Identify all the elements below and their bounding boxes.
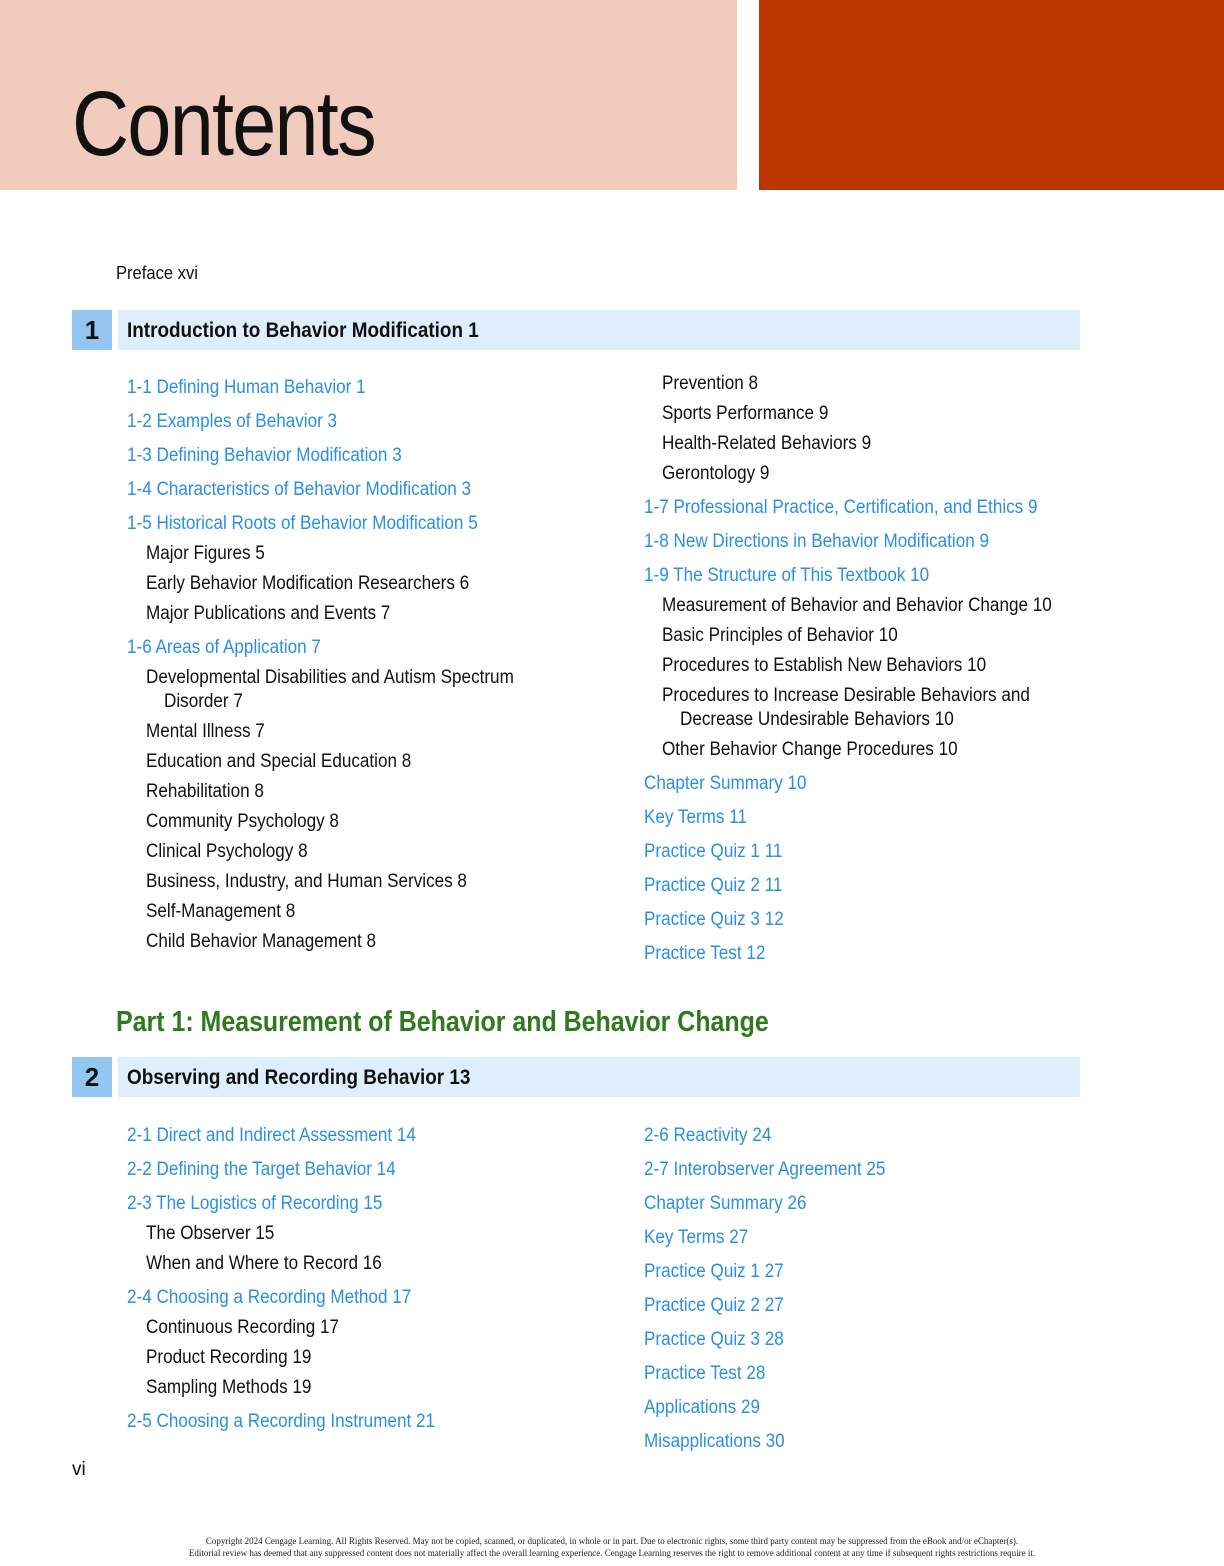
toc-subsection[interactable]: Product Recording 19 xyxy=(146,1347,312,1368)
chapter-1-title[interactable]: Introduction to Behavior Modification 1 xyxy=(127,319,479,342)
toc-section-link[interactable]: 2-4 Choosing a Recording Method 17 xyxy=(127,1287,412,1308)
preface-entry[interactable]: Preface xvi xyxy=(116,263,198,283)
toc-section-link[interactable]: 2-1 Direct and Indirect Assessment 14 xyxy=(127,1125,416,1146)
toc-section-link[interactable]: 1-5 Historical Roots of Behavior Modification 5 xyxy=(127,513,478,534)
toc-section-link[interactable]: Practice Quiz 1 11 xyxy=(644,841,783,862)
toc-section-link[interactable]: 1-8 New Directions in Behavior Modification 9 xyxy=(644,531,990,552)
chapter-2-number: 2 xyxy=(72,1057,112,1097)
toc-subsection[interactable]: Early Behavior Modification Researchers 6 xyxy=(146,573,470,594)
page-title: Contents xyxy=(72,73,375,175)
toc-subsection[interactable]: Continuous Recording 17 xyxy=(146,1317,339,1338)
copyright-line-2: Editorial review has deemed that any suppressed content does not materially affect the overall learning experience. Cengage Learning reserves the right to remove additional content at any time if subsequent rights restrictions require it. xyxy=(188,1548,1036,1558)
toc-subsection[interactable]: Basic Principles of Behavior 10 xyxy=(662,625,898,646)
toc-section-link[interactable]: Key Terms 27 xyxy=(644,1227,749,1248)
toc-subsection[interactable]: Rehabilitation 8 xyxy=(146,781,264,802)
toc-section-link[interactable]: 1-7 Professional Practice, Certification, and Ethics 9 xyxy=(644,497,1038,518)
toc-subsection[interactable]: Sampling Methods 19 xyxy=(146,1377,312,1398)
toc-subsection[interactable]: Self-Management 8 xyxy=(146,901,296,922)
toc-section-link[interactable]: 2-3 The Logistics of Recording 15 xyxy=(127,1193,383,1214)
toc-section-link[interactable]: 1-9 The Structure of This Textbook 10 xyxy=(644,565,930,586)
copyright-line-1: Copyright 2024 Cengage Learning. All Rights Reserved. May not be copied, scanned, or duplicated, in whole or in part. Due to electronic rights, some third party content may be suppressed from the eBook and/or eChapter(s). xyxy=(205,1536,1019,1546)
toc-subsection[interactable]: Other Behavior Change Procedures 10 xyxy=(662,739,958,760)
toc-section-link[interactable]: Practice Quiz 2 27 xyxy=(644,1295,784,1316)
toc-subsection[interactable]: Major Publications and Events 7 xyxy=(146,603,391,624)
toc-section-link[interactable]: Chapter Summary 10 xyxy=(644,773,807,794)
toc-subsection[interactable]: Health-Related Behaviors 9 xyxy=(662,433,872,454)
toc-subsection[interactable]: Community Psychology 8 xyxy=(146,811,339,832)
copyright-notice xyxy=(60,1535,1164,1559)
page-number: vi xyxy=(72,1459,86,1480)
toc-subsection[interactable]: Disorder 7 xyxy=(164,691,243,712)
toc-section-link[interactable]: Applications 29 xyxy=(644,1397,760,1418)
part-1-title: Part 1: Measurement of Behavior and Behavior Change xyxy=(116,1006,769,1038)
toc-section-link[interactable]: 1-6 Areas of Application 7 xyxy=(127,637,321,658)
toc-section-link[interactable]: 2-5 Choosing a Recording Instrument 21 xyxy=(127,1411,435,1432)
toc-section-link[interactable]: Practice Quiz 1 27 xyxy=(644,1261,784,1282)
toc-section-link[interactable]: 1-2 Examples of Behavior 3 xyxy=(127,411,338,432)
toc-subsection[interactable]: Procedures to Increase Desirable Behaviors and xyxy=(662,685,1030,706)
chapter-1-number: 1 xyxy=(72,310,112,350)
toc-subsection[interactable]: Business, Industry, and Human Services 8 xyxy=(146,871,467,892)
toc-subsection[interactable]: Education and Special Education 8 xyxy=(146,751,412,772)
toc-section-link[interactable]: Chapter Summary 26 xyxy=(644,1193,807,1214)
toc-section-link[interactable]: Misapplications 30 xyxy=(644,1431,785,1452)
toc-subsection[interactable]: When and Where to Record 16 xyxy=(146,1253,382,1274)
toc-subsection[interactable]: Child Behavior Management 8 xyxy=(146,931,377,952)
toc-section-link[interactable]: 2-7 Interobserver Agreement 25 xyxy=(644,1159,886,1180)
toc-subsection[interactable]: Procedures to Establish New Behaviors 10 xyxy=(662,655,987,676)
toc-section-link[interactable]: 2-6 Reactivity 24 xyxy=(644,1125,772,1146)
toc-section-link[interactable]: 2-2 Defining the Target Behavior 14 xyxy=(127,1159,396,1180)
toc-subsection[interactable]: Decrease Undesirable Behaviors 10 xyxy=(680,709,954,730)
toc-section-link[interactable]: Practice Quiz 3 28 xyxy=(644,1329,784,1350)
toc-section-link[interactable]: Practice Test 12 xyxy=(644,943,766,964)
toc-section-link[interactable]: 1-1 Defining Human Behavior 1 xyxy=(127,377,366,398)
toc-subsection[interactable]: Major Figures 5 xyxy=(146,543,265,564)
toc-subsection[interactable]: Clinical Psychology 8 xyxy=(146,841,308,862)
toc-subsection[interactable]: Mental Illness 7 xyxy=(146,721,265,742)
chapter-2-title[interactable]: Observing and Recording Behavior 13 xyxy=(127,1066,471,1089)
toc-subsection[interactable]: Prevention 8 xyxy=(662,373,759,394)
toc-section-link[interactable]: Key Terms 11 xyxy=(644,807,747,828)
toc-subsection[interactable]: The Observer 15 xyxy=(146,1223,275,1244)
toc-subsection[interactable]: Sports Performance 9 xyxy=(662,403,829,424)
header-banner-right xyxy=(759,0,1224,190)
toc-subsection[interactable]: Measurement of Behavior and Behavior Change 10 xyxy=(662,595,1052,616)
toc-section-link[interactable]: Practice Quiz 2 11 xyxy=(644,875,783,896)
toc-section-link[interactable]: Practice Test 28 xyxy=(644,1363,766,1384)
toc-section-link[interactable]: 1-4 Characteristics of Behavior Modification 3 xyxy=(127,479,472,500)
toc-section-link[interactable]: Practice Quiz 3 12 xyxy=(644,909,784,930)
toc-section-link[interactable]: 1-3 Defining Behavior Modification 3 xyxy=(127,445,402,466)
toc-subsection[interactable]: Developmental Disabilities and Autism Spectrum xyxy=(146,667,514,688)
toc-subsection[interactable]: Gerontology 9 xyxy=(662,463,770,484)
